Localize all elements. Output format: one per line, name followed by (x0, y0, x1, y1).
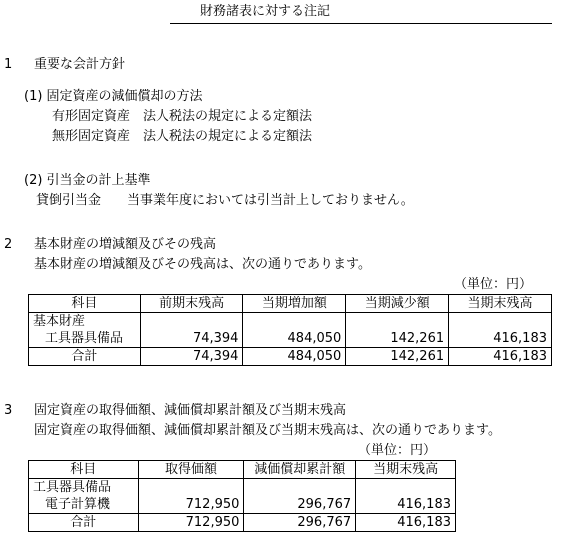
total-accumulated-depreciation: 296,767 (244, 514, 356, 532)
section-3-number: 3 (4, 403, 13, 418)
section-2-description: 基本財産の増減額及びその残高は、次の通りであります。 (34, 257, 371, 272)
total-increase: 484,050 (243, 348, 346, 366)
section-2-number: 2 (4, 237, 13, 252)
total-acquisition-cost: 712,950 (138, 514, 244, 532)
section-2-heading: 基本財産の増減額及びその残高 (34, 237, 217, 252)
total-current-balance: 416,183 (356, 514, 456, 532)
header-cell: 当期末残高 (356, 461, 456, 479)
table-header-row (29, 295, 552, 313)
group-label: 工具器具備品 (29, 479, 139, 497)
section-3-unit: （単位：円） (358, 443, 437, 458)
total-prior-balance: 74,394 (140, 348, 243, 366)
row-label: 電子計算機 (29, 496, 139, 514)
header-cell: 科目 (29, 295, 141, 313)
table-row (29, 330, 552, 348)
page-title: 財務諸表に対する注記 (200, 4, 331, 19)
cell-decrease: 142,261 (346, 330, 449, 348)
section-1-sub1-line1: 有形固定資産 法人税法の規定による定額法 (52, 109, 313, 124)
header-cell: 減価償却累計額 (244, 461, 356, 479)
cell-accumulated-depreciation: 296,767 (244, 496, 356, 514)
cell-acquisition-cost: 712,950 (138, 496, 244, 514)
section-1-sub2-line1: 貸倒引当金 当事業年度においては引当計上しておりません。 (36, 193, 414, 208)
header-cell: 当期末残高 (449, 295, 552, 313)
header-cell: 当期増加額 (243, 295, 346, 313)
section-1-sub2-heading: (2) 引当金の計上基準 (24, 173, 151, 188)
cell-increase: 484,050 (243, 330, 346, 348)
total-decrease: 142,261 (346, 348, 449, 366)
cell-prior-balance: 74,394 (140, 330, 243, 348)
group-label: 基本財産 (29, 313, 141, 331)
section-3-table (28, 460, 456, 532)
cell-current-balance: 416,183 (449, 330, 552, 348)
row-label: 工具器具備品 (29, 330, 141, 348)
cell-current-balance: 416,183 (356, 496, 456, 514)
table-row (29, 496, 456, 514)
section-2-unit: （単位：円） (454, 277, 533, 292)
section-1-sub1-line2: 無形固定資産 法人税法の規定による定額法 (52, 129, 313, 144)
section-1-sub1-heading: (1) 固定資産の減価償却の方法 (24, 89, 203, 104)
header-cell: 当期減少額 (346, 295, 449, 313)
total-label: 合計 (29, 348, 141, 366)
total-current-balance: 416,183 (449, 348, 552, 366)
table-total-row (29, 348, 552, 366)
section-3-description: 固定資産の取得価額、減価償却累計額及び当期末残高は、次の通りであります。 (34, 423, 501, 438)
table-total-row (29, 514, 456, 532)
table-group-row (29, 479, 456, 497)
title-underline (170, 23, 552, 24)
section-1-number: 1 (4, 57, 13, 72)
header-cell: 前期末残高 (140, 295, 243, 313)
table-group-row (29, 313, 552, 331)
table-header-row (29, 461, 456, 479)
section-3-heading: 固定資産の取得価額、減価償却累計額及び当期末残高 (34, 403, 347, 418)
header-cell: 取得価額 (138, 461, 244, 479)
section-2-table (28, 294, 552, 366)
header-cell: 科目 (29, 461, 139, 479)
total-label: 合計 (29, 514, 139, 532)
section-1-heading: 重要な会計方針 (34, 57, 126, 72)
